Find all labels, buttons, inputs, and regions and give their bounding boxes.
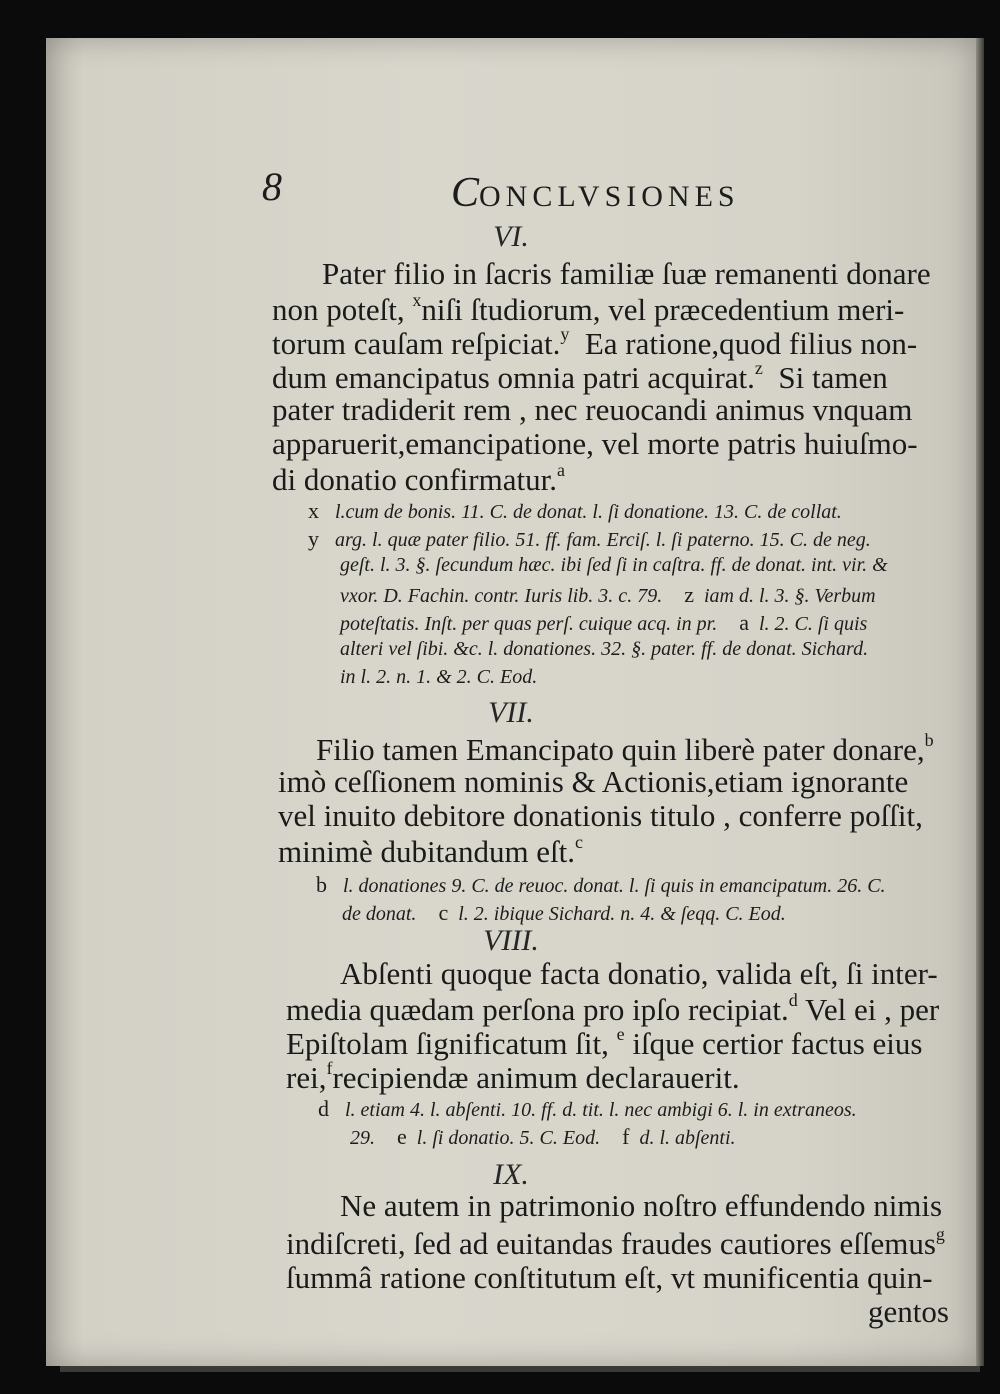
text-line: pater tradiderit rem , nec reuocandi animus vnquam	[272, 392, 913, 427]
footnote-line: poteſtatis. Inſt. per quas perſ. cuique acq. in pr. a l. 2. C. ſi quis	[340, 610, 868, 635]
title-rest: ONCLVSIONES	[479, 180, 740, 213]
footnote-ref: f	[326, 1058, 333, 1078]
catchword: gentos	[868, 1294, 949, 1329]
page-header	[46, 163, 976, 216]
page-edge-bottom	[60, 1366, 980, 1372]
text-line: Filio tamen Emancipato quin liberè pater donare,$^b$	[316, 730, 934, 767]
footnote-ref: x	[412, 290, 422, 310]
footnote-line: b l. donationes 9. C. de reuoc. donat. l. ſi quis in emancipatum. 26. C.	[316, 872, 886, 897]
text-line: Abſenti quoque facta donatio, valida eſt, ſi inter-	[340, 956, 938, 991]
text-line: rei,$^f$recipiendæ animum declarauerit.	[286, 1058, 740, 1095]
footnote-ref: c	[575, 832, 584, 852]
footnote-ref: y	[560, 324, 570, 344]
text-line: non poteſt, $^x$niſi ſtudiorum, vel præcedentium meri-	[272, 290, 905, 327]
footnote-ref: d	[788, 990, 798, 1010]
text-line: torum cauſam reſpiciat.$^y$ Ea ratione,quod filius non-	[272, 324, 918, 361]
section-heading-vi: VI.	[493, 220, 529, 253]
running-title	[451, 169, 740, 217]
footnote-line: alteri vel ſibi. &c. l. donationes. 32. §. pater. ff. de donat. Sichard.	[340, 638, 869, 660]
footnote-line: d l. etiam 4. l. abſenti. 10. ff. d. tit. l. nec ambigi 6. l. in extraneos.	[318, 1096, 857, 1121]
footnote-ref: a	[556, 460, 565, 480]
title-initial: C	[451, 170, 480, 216]
text-line: Epiſtolam ſignificatum ſit, $^e$ iſque certior factus eius	[286, 1024, 923, 1061]
page-number: 8	[262, 164, 282, 209]
text-line: vel inuito debitore donationis titulo , conferre poſſit,	[278, 798, 923, 833]
footnote-ref: e	[616, 1024, 625, 1044]
footnote-line: de donat. c l. 2. ibique Sichard. n. 4. & ſeqq. C. Eod.	[342, 900, 786, 925]
section-heading-vii: VII.	[488, 696, 534, 729]
book-page	[46, 38, 976, 1366]
footnote-ref: g	[935, 1224, 945, 1244]
text-line: dum emancipatus omnia patri acquirat.$^z$ Si tamen	[272, 358, 888, 395]
text-line: indiſcreti, ſed ad euitandas fraudes cautiores eſſemus$^g$	[286, 1224, 945, 1261]
text-line: Ne autem in patrimonio noſtro effundendo nimis	[340, 1188, 943, 1223]
section-heading-viii: VIII.	[483, 924, 539, 957]
footnote-line: y arg. l. quæ pater filio. 51. ff. fam. Erciſ. l. ſi paterno. 15. C. de neg.	[308, 526, 871, 551]
text-line: di donatio confirmatur.$^a$	[272, 460, 565, 497]
text-line: minimè dubitandum eſt.$^c$	[278, 832, 584, 869]
text-line: ſummâ ratione conſtitutum eſt, vt munificentia quin-	[286, 1260, 933, 1295]
footnote-ref: z	[754, 358, 763, 378]
footnote-line: geſt. l. 3. §. ſecundum hæc. ibi ſed ſi in caſtra. ff. de donat. int. vir. &	[340, 554, 888, 576]
text-line: Pater filio in ſacris familiæ ſuæ remanenti donare	[322, 256, 931, 291]
footnote-line: in l. 2. n. 1. & 2. C. Eod.	[340, 666, 538, 688]
text-line: apparuerit,emancipatione, vel morte patris huiuſmo-	[272, 426, 918, 461]
footnote-line: x l.cum de bonis. 11. C. de donat. l. ſi donatione. 13. C. de collat.	[308, 498, 842, 523]
text-line: imò ceſſionem nominis & Actionis,etiam ignorante	[278, 764, 909, 799]
footnote-line: vxor. D. Fachin. contr. Iuris lib. 3. c. 79. z iam d. l. 3. §. Verbum	[340, 582, 876, 607]
footnote-line: 29. e l. ſi donatio. 5. C. Eod. f d. l. abſenti.	[350, 1124, 736, 1149]
section-heading-ix: IX.	[493, 1158, 529, 1191]
footnote-ref: b	[924, 730, 934, 750]
page-edge-right	[976, 38, 984, 1366]
text-line: media quædam perſona pro ipſo recipiat.$^d$ Vel ei , per	[286, 990, 940, 1027]
